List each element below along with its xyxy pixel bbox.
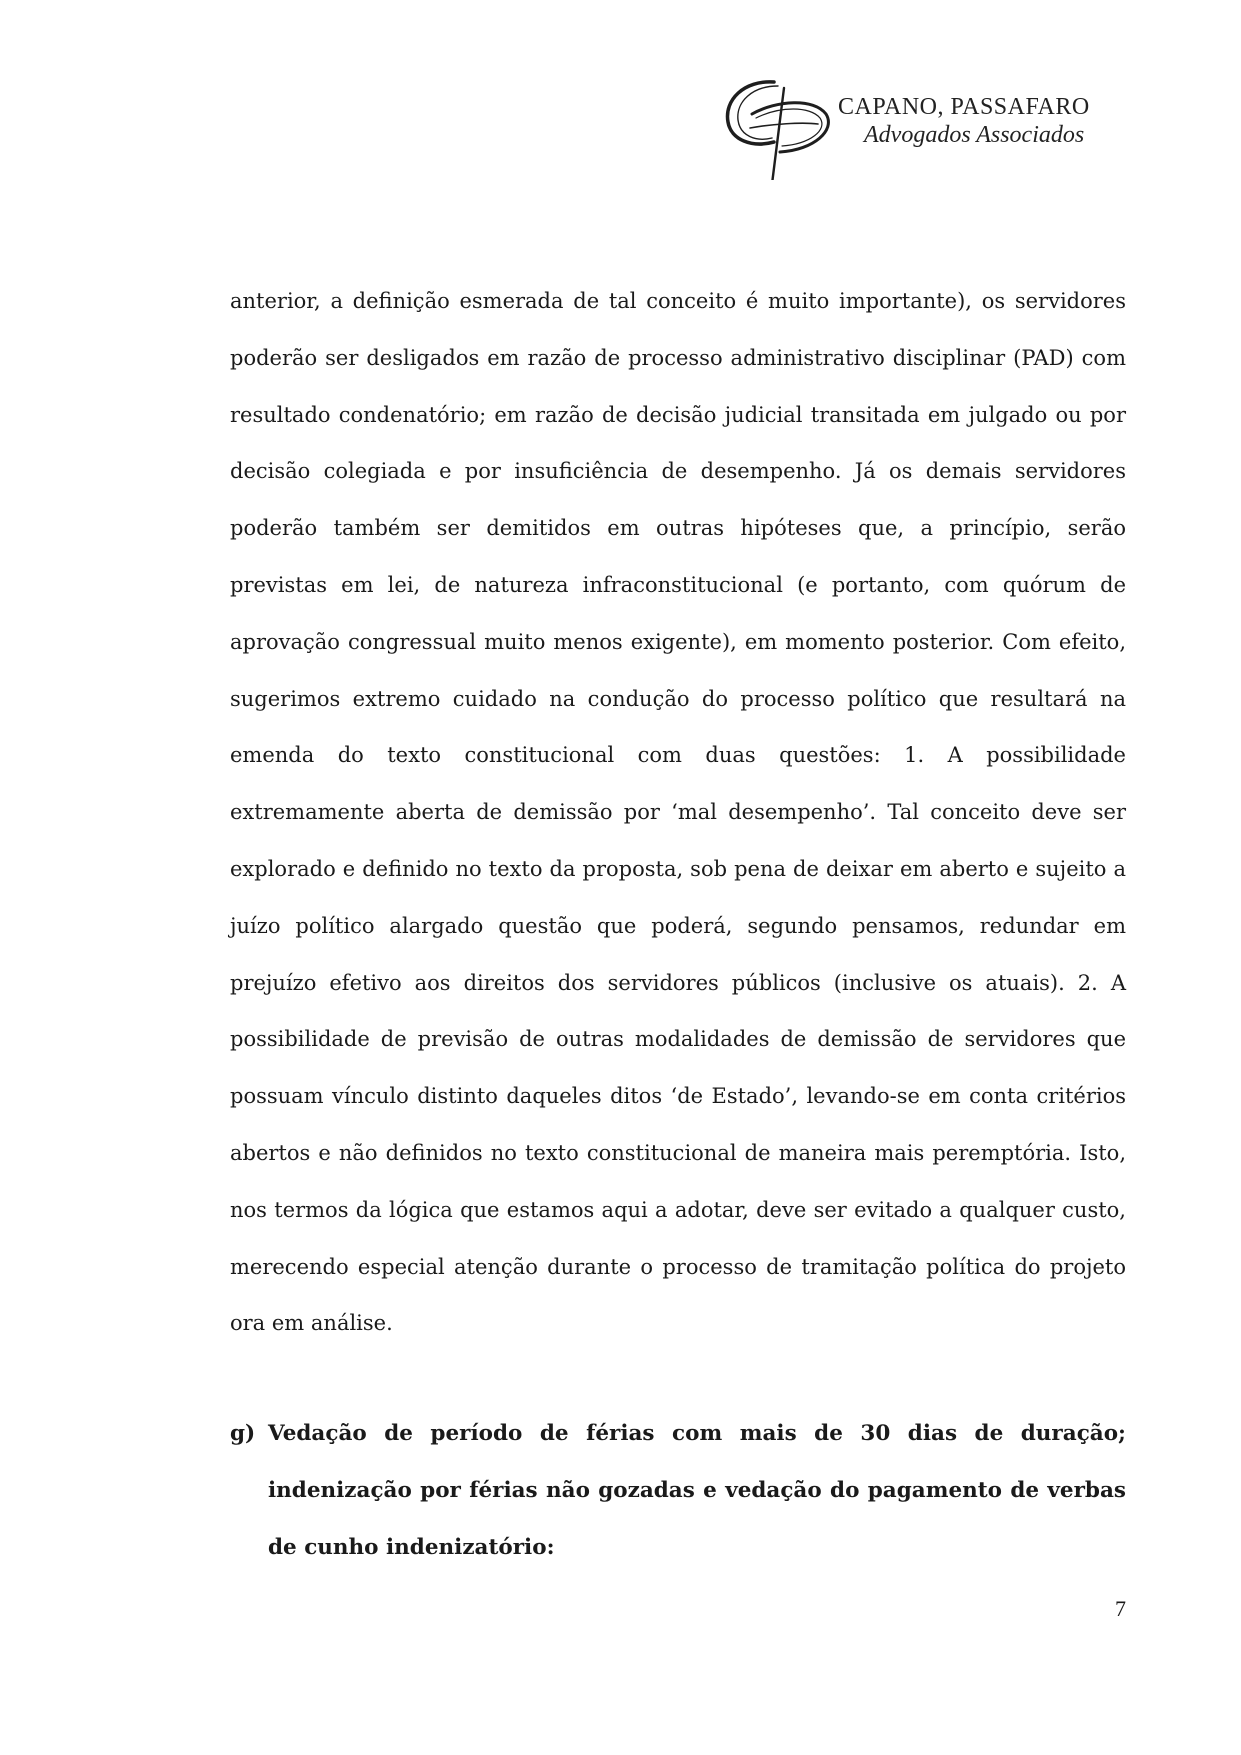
section-heading — [230, 1405, 1126, 1576]
section-heading-text: Vedação de período de férias com mais de 30 dias de duração; indenização por férias não gozadas e vedação do pagamento de verbas de cunho indenizatório: — [268, 1421, 1126, 1560]
cp-monogram-logo-icon — [722, 70, 842, 180]
firm-name: CAPANO, PASSAFARO — [838, 94, 1090, 120]
firm-subtitle: Advogados Associados — [864, 122, 1085, 148]
body-paragraph: anterior, a definição esmerada de tal conceito é muito importante), os servidores poderão ser desligados em razão de processo administrativo disciplinar (PAD) com resultado condenatório; em razão de decisão judicial transitada em julgado ou por decisão colegiada e por insuficiência de desempenho. Já os demais servidores poderão também ser demitidos em outras hipóteses que, a princípio, serão previstas em lei, de natureza infraconstitucional (e portanto, com quórum de aprovação congressual muito menos exigente), em momento posterior. Com efeito, sugerimos extremo cuidado na condução do processo político que resultará na emenda do texto constitucional com duas questões: 1. A possibilidade extremamente aberta de demissão por ‘mal desempenho’. Tal conceito deve ser explorado e definido no texto da proposta, sob pena de deixar em aberto e sujeito a juízo político alargado questão que poderá, segundo pensamos, redundar em prejuízo efetivo aos direitos dos servidores públicos (inclusive os atuais). 2. A possibilidade de previsão de outras modalidades de demissão de servidores que possuam vínculo distinto daqueles ditos ‘de Estado’, levando-se em conta critérios abertos e não definidos no texto constitucional de maneira mais peremptória. Isto, nos termos da lógica que estamos aqui a adotar, deve ser evitado a qualquer custo, merecendo especial atenção durante o processo de tramitação política do projeto ora em análise. — [230, 289, 1126, 1336]
letterhead — [722, 70, 1122, 180]
page-number: 7 — [1115, 1596, 1126, 1621]
section-letter: g) — [230, 1421, 256, 1446]
